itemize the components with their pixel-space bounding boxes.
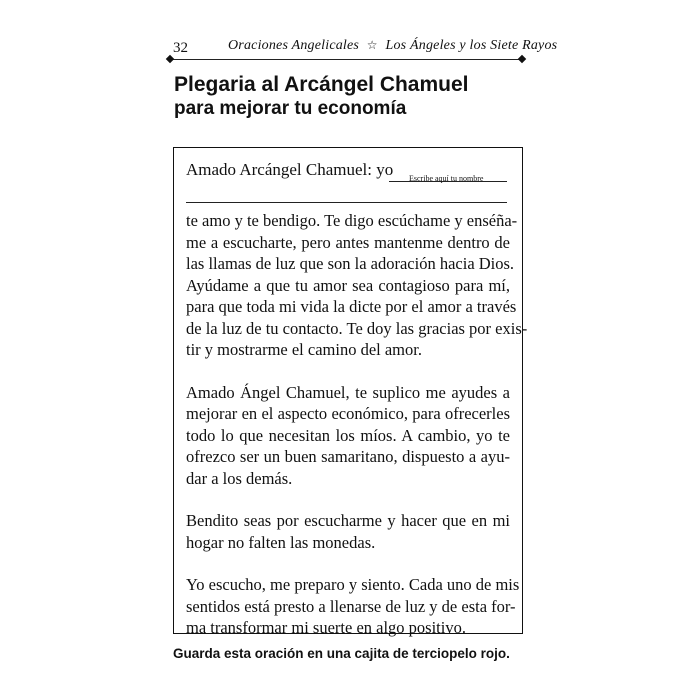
book-title: Oraciones Angelicales <box>228 38 360 53</box>
text-line: ofrezco ser un buen samaritano, dispuesto a ayu- <box>186 447 510 466</box>
text-line: dar a los demás. <box>186 468 293 488</box>
text-line: sentidos está presto a llenarse de luz y de esta for- <box>186 596 516 616</box>
footer-note: Guarda esta oración en una cajita de terciopelo rojo. <box>173 646 510 661</box>
text-line: Yo escucho, me preparo y siento. Cada uno de mis <box>186 575 520 594</box>
text-line: de la luz de tu contacto. Te doy las gracias por exis- <box>186 318 528 338</box>
text-line: hogar no falten las monedas. <box>186 532 376 552</box>
text-line: para que toda mi vida la dicte por el amor a través <box>186 297 517 316</box>
paragraph <box>186 210 528 361</box>
page-title <box>174 73 469 121</box>
header-rule <box>170 59 522 60</box>
text-line: mejorar en el aspecto económico, para ofrecerles <box>186 404 510 423</box>
text-line: las llamas de luz que son la adoración hacia Dios. <box>186 254 515 273</box>
text-line: Amado Ángel Chamuel, te suplico me ayudes a <box>186 382 510 402</box>
chapter-title: Los Ángeles y los Siete Rayos <box>385 38 558 53</box>
text-line: te amo y te bendigo. Te digo escúchame y enséña- <box>186 211 518 230</box>
text-line: Ayúdame a que tu amor sea contagioso para mí, <box>186 275 510 295</box>
continuation-fill-line <box>186 202 507 203</box>
text-line: me a escucharte, pero antes mantenme dentro de <box>186 232 510 252</box>
name-hint: Escribe aquí tu nombre <box>409 174 484 183</box>
prayer-opening: Amado Arcángel Chamuel: yo <box>186 160 394 179</box>
text-line: tir y mostrarme el camino del amor. <box>186 340 422 359</box>
paragraph <box>186 382 510 490</box>
text-line: Bendito seas por escucharme y hacer que en mi <box>186 511 510 530</box>
paragraph <box>186 574 520 639</box>
star-icon: ☆ <box>366 38 378 52</box>
running-header <box>228 38 557 54</box>
text-line: todo lo que necesitan los míos. A cambio, yo te <box>186 425 510 445</box>
paragraph <box>186 510 510 553</box>
rule-ornament-right <box>518 55 526 63</box>
text-line: ma transformar mi suerte en algo positivo. <box>186 618 466 637</box>
prayer-text <box>186 210 528 660</box>
title-line-1: Plegaria al Arcángel Chamuel <box>174 73 469 96</box>
page-number: 32 <box>173 40 188 56</box>
title-line-2: para mejorar tu economía <box>174 98 407 119</box>
